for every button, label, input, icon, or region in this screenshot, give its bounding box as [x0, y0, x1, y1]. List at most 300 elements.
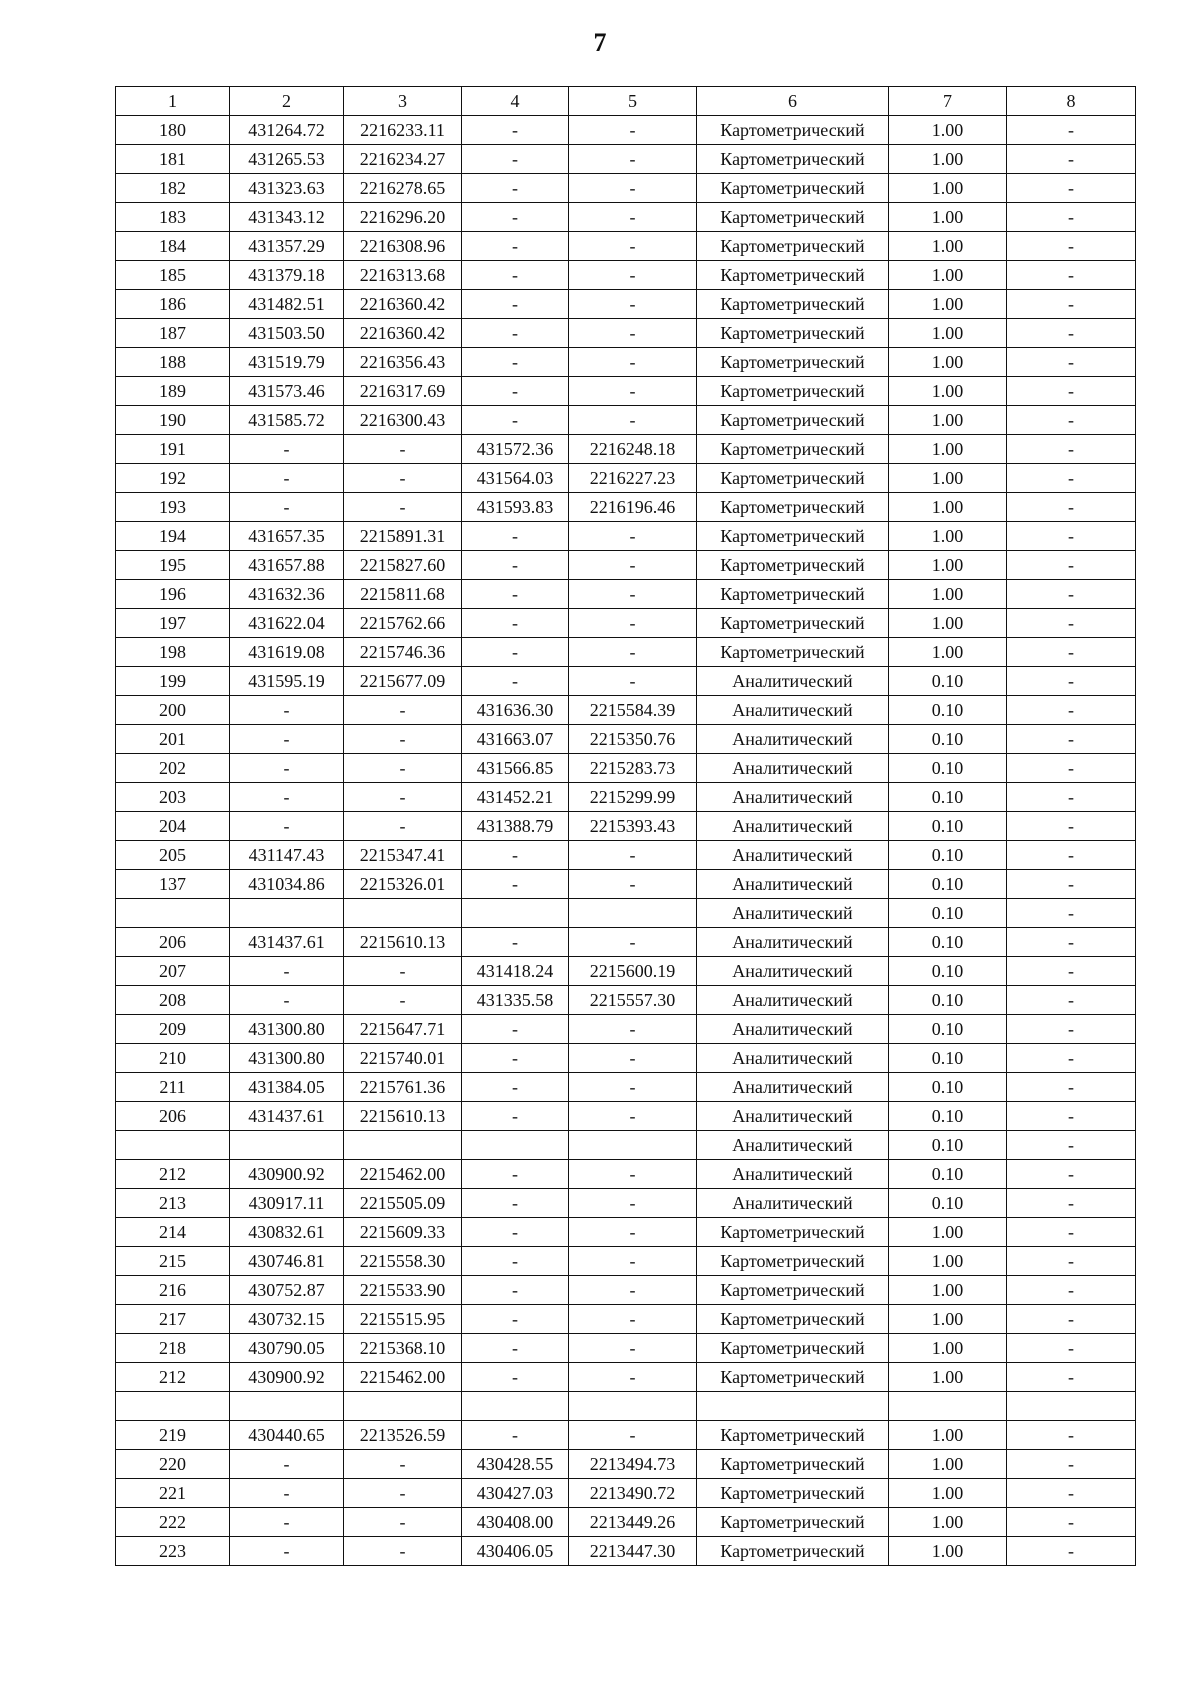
note-cell: -	[1007, 754, 1136, 783]
note-cell: -	[1007, 232, 1136, 261]
point-number-cell: 205	[116, 841, 230, 870]
accuracy-cell: 1.00	[889, 290, 1007, 319]
method-cell: Картометрический	[697, 609, 889, 638]
x-coordinate-new-cell: -	[462, 1276, 569, 1305]
accuracy-cell: 1.00	[889, 319, 1007, 348]
table-row	[116, 783, 1136, 812]
note-cell: -	[1007, 174, 1136, 203]
y-coordinate-cell: 2215533.90	[344, 1276, 462, 1305]
method-cell: Картометрический	[697, 290, 889, 319]
x-coordinate-new-cell: -	[462, 1102, 569, 1131]
y-coordinate-new-cell: -	[569, 1420, 697, 1449]
y-coordinate-cell: 2216360.42	[344, 290, 462, 319]
x-coordinate-cell: 431482.51	[230, 290, 344, 319]
y-coordinate-cell	[344, 899, 462, 928]
x-coordinate-new-cell: -	[462, 348, 569, 377]
x-coordinate-new-cell: -	[462, 580, 569, 609]
x-coordinate-new-cell: 430408.00	[462, 1507, 569, 1536]
table-row	[116, 638, 1136, 667]
x-coordinate-cell: -	[230, 1449, 344, 1478]
point-number-cell: 207	[116, 957, 230, 986]
note-cell: -	[1007, 899, 1136, 928]
x-coordinate-cell: -	[230, 435, 344, 464]
y-coordinate-cell: 2215891.31	[344, 522, 462, 551]
y-coordinate-new-cell: 2216248.18	[569, 435, 697, 464]
accuracy-cell: 1.00	[889, 1420, 1007, 1449]
x-coordinate-cell: 431300.80	[230, 1015, 344, 1044]
table-row	[116, 754, 1136, 783]
point-number-cell: 185	[116, 261, 230, 290]
page-number: 7	[593, 28, 607, 57]
table-row	[116, 899, 1136, 928]
accuracy-cell: 1.00	[889, 1276, 1007, 1305]
point-number-cell: 218	[116, 1334, 230, 1363]
method-cell: Картометрический	[697, 1536, 889, 1565]
x-coordinate-cell: -	[230, 986, 344, 1015]
y-coordinate-new-cell: -	[569, 290, 697, 319]
point-number-cell: 190	[116, 406, 230, 435]
y-coordinate-cell: -	[344, 754, 462, 783]
y-coordinate-new-cell: 2215557.30	[569, 986, 697, 1015]
table-row	[116, 1276, 1136, 1305]
table-row	[116, 696, 1136, 725]
x-coordinate-cell: -	[230, 783, 344, 812]
table-row	[116, 1334, 1136, 1363]
y-coordinate-cell: 2215558.30	[344, 1247, 462, 1276]
y-coordinate-cell: 2215811.68	[344, 580, 462, 609]
x-coordinate-cell: 430790.05	[230, 1334, 344, 1363]
y-coordinate-cell: -	[344, 696, 462, 725]
y-coordinate-cell: 2215677.09	[344, 667, 462, 696]
accuracy-cell: 0.10	[889, 725, 1007, 754]
x-coordinate-new-cell: -	[462, 928, 569, 957]
accuracy-cell: 1.00	[889, 406, 1007, 435]
method-cell: Картометрический	[697, 1363, 889, 1392]
note-cell: -	[1007, 522, 1136, 551]
y-coordinate-cell: 2215610.13	[344, 928, 462, 957]
note-cell	[1007, 1392, 1136, 1421]
y-coordinate-new-cell	[569, 899, 697, 928]
point-number-cell: 184	[116, 232, 230, 261]
x-coordinate-cell: 431622.04	[230, 609, 344, 638]
accuracy-cell: 0.10	[889, 899, 1007, 928]
method-cell: Аналитический	[697, 841, 889, 870]
table-row	[116, 1507, 1136, 1536]
y-coordinate-new-cell: -	[569, 1189, 697, 1218]
note-cell: -	[1007, 696, 1136, 725]
method-cell: Аналитический	[697, 1131, 889, 1160]
y-coordinate-cell: 2215740.01	[344, 1044, 462, 1073]
y-coordinate-cell: 2216356.43	[344, 348, 462, 377]
note-cell: -	[1007, 1305, 1136, 1334]
y-coordinate-new-cell: -	[569, 1160, 697, 1189]
accuracy-cell: 0.10	[889, 928, 1007, 957]
x-coordinate-new-cell: -	[462, 551, 569, 580]
note-cell: -	[1007, 609, 1136, 638]
accuracy-cell: 1.00	[889, 638, 1007, 667]
accuracy-cell: 1.00	[889, 1536, 1007, 1565]
x-coordinate-cell: 431300.80	[230, 1044, 344, 1073]
y-coordinate-new-cell: -	[569, 174, 697, 203]
method-cell: Картометрический	[697, 406, 889, 435]
header-cell-2: 2	[230, 87, 344, 116]
note-cell: -	[1007, 783, 1136, 812]
y-coordinate-cell: -	[344, 986, 462, 1015]
note-cell: -	[1007, 1247, 1136, 1276]
note-cell: -	[1007, 812, 1136, 841]
x-coordinate-new-cell: -	[462, 638, 569, 667]
method-cell: Картометрический	[697, 580, 889, 609]
table-row	[116, 1449, 1136, 1478]
y-coordinate-cell: 2215609.33	[344, 1218, 462, 1247]
accuracy-cell: 1.00	[889, 1478, 1007, 1507]
note-cell: -	[1007, 1420, 1136, 1449]
table-row	[116, 1420, 1136, 1449]
y-coordinate-new-cell: 2213447.30	[569, 1536, 697, 1565]
x-coordinate-cell: -	[230, 464, 344, 493]
method-cell: Аналитический	[697, 957, 889, 986]
y-coordinate-cell: -	[344, 725, 462, 754]
table-row	[116, 435, 1136, 464]
y-coordinate-cell: 2216313.68	[344, 261, 462, 290]
x-coordinate-new-cell: -	[462, 841, 569, 870]
x-coordinate-new-cell: -	[462, 145, 569, 174]
y-coordinate-cell: -	[344, 783, 462, 812]
note-cell: -	[1007, 377, 1136, 406]
y-coordinate-new-cell: -	[569, 261, 697, 290]
note-cell: -	[1007, 1276, 1136, 1305]
point-number-cell: 182	[116, 174, 230, 203]
accuracy-cell: 0.10	[889, 783, 1007, 812]
x-coordinate-new-cell: 430427.03	[462, 1478, 569, 1507]
table-row	[116, 1015, 1136, 1044]
note-cell: -	[1007, 261, 1136, 290]
table-row	[116, 928, 1136, 957]
method-cell: Аналитический	[697, 1160, 889, 1189]
y-coordinate-cell: 2215462.00	[344, 1363, 462, 1392]
table-row	[116, 1073, 1136, 1102]
point-number-cell: 222	[116, 1507, 230, 1536]
point-number-cell: 209	[116, 1015, 230, 1044]
y-coordinate-new-cell: -	[569, 1073, 697, 1102]
y-coordinate-cell: -	[344, 435, 462, 464]
x-coordinate-cell: -	[230, 1536, 344, 1565]
x-coordinate-new-cell: 431572.36	[462, 435, 569, 464]
y-coordinate-new-cell: 2216196.46	[569, 493, 697, 522]
y-coordinate-cell: 2216233.11	[344, 116, 462, 145]
point-number-cell: 212	[116, 1363, 230, 1392]
method-cell: Картометрический	[697, 493, 889, 522]
x-coordinate-new-cell: -	[462, 522, 569, 551]
point-number-cell: 213	[116, 1189, 230, 1218]
method-cell: Аналитический	[697, 899, 889, 928]
y-coordinate-new-cell: -	[569, 1363, 697, 1392]
method-cell: Картометрический	[697, 1449, 889, 1478]
note-cell: -	[1007, 464, 1136, 493]
y-coordinate-new-cell: -	[569, 841, 697, 870]
method-cell: Аналитический	[697, 1073, 889, 1102]
accuracy-cell: 0.10	[889, 841, 1007, 870]
note-cell: -	[1007, 406, 1136, 435]
x-coordinate-cell: 431265.53	[230, 145, 344, 174]
accuracy-cell: 0.10	[889, 696, 1007, 725]
point-number-cell: 180	[116, 116, 230, 145]
x-coordinate-new-cell: -	[462, 406, 569, 435]
note-cell: -	[1007, 203, 1136, 232]
x-coordinate-new-cell: -	[462, 1218, 569, 1247]
y-coordinate-cell: -	[344, 1449, 462, 1478]
point-number-cell: 137	[116, 870, 230, 899]
x-coordinate-cell: 431379.18	[230, 261, 344, 290]
table-row	[116, 1131, 1136, 1160]
y-coordinate-cell: -	[344, 493, 462, 522]
y-coordinate-cell: 2216300.43	[344, 406, 462, 435]
note-cell: -	[1007, 348, 1136, 377]
y-coordinate-cell: 2215347.41	[344, 841, 462, 870]
accuracy-cell: 0.10	[889, 754, 1007, 783]
y-coordinate-new-cell: -	[569, 116, 697, 145]
x-coordinate-new-cell: 431636.30	[462, 696, 569, 725]
accuracy-cell: 0.10	[889, 812, 1007, 841]
point-number-cell: 199	[116, 667, 230, 696]
y-coordinate-new-cell: -	[569, 232, 697, 261]
accuracy-cell: 0.10	[889, 986, 1007, 1015]
point-number-cell: 219	[116, 1420, 230, 1449]
x-coordinate-new-cell: -	[462, 319, 569, 348]
note-cell: -	[1007, 1102, 1136, 1131]
note-cell: -	[1007, 319, 1136, 348]
note-cell: -	[1007, 1015, 1136, 1044]
y-coordinate-new-cell: -	[569, 1218, 697, 1247]
y-coordinate-new-cell: 2215393.43	[569, 812, 697, 841]
accuracy-cell: 1.00	[889, 522, 1007, 551]
method-cell: Картометрический	[697, 1218, 889, 1247]
point-number-cell: 214	[116, 1218, 230, 1247]
point-number-cell	[116, 899, 230, 928]
y-coordinate-new-cell: -	[569, 522, 697, 551]
point-number-cell: 200	[116, 696, 230, 725]
table-row	[116, 1102, 1136, 1131]
x-coordinate-cell: -	[230, 1478, 344, 1507]
method-cell: Картометрический	[697, 203, 889, 232]
method-cell: Картометрический	[697, 377, 889, 406]
method-cell: Картометрический	[697, 464, 889, 493]
x-coordinate-cell: 431632.36	[230, 580, 344, 609]
y-coordinate-new-cell: -	[569, 580, 697, 609]
y-coordinate-new-cell: -	[569, 406, 697, 435]
x-coordinate-new-cell: 430428.55	[462, 1449, 569, 1478]
point-number-cell: 206	[116, 1102, 230, 1131]
y-coordinate-cell: 2213526.59	[344, 1420, 462, 1449]
header-cell-7: 7	[889, 87, 1007, 116]
y-coordinate-new-cell: -	[569, 145, 697, 174]
method-cell: Аналитический	[697, 1189, 889, 1218]
y-coordinate-cell: -	[344, 1507, 462, 1536]
method-cell: Картометрический	[697, 435, 889, 464]
x-coordinate-new-cell: -	[462, 1334, 569, 1363]
y-coordinate-new-cell	[569, 1392, 697, 1421]
x-coordinate-new-cell: -	[462, 290, 569, 319]
x-coordinate-cell: -	[230, 696, 344, 725]
y-coordinate-cell: 2215827.60	[344, 551, 462, 580]
y-coordinate-cell: 2215515.95	[344, 1305, 462, 1334]
table-row	[116, 1536, 1136, 1565]
accuracy-cell: 1.00	[889, 464, 1007, 493]
note-cell: -	[1007, 1044, 1136, 1073]
method-cell: Аналитический	[697, 1015, 889, 1044]
table-body	[116, 116, 1136, 1566]
x-coordinate-new-cell	[462, 1392, 569, 1421]
note-cell: -	[1007, 986, 1136, 1015]
point-number-cell: 197	[116, 609, 230, 638]
table-header-row	[116, 87, 1136, 116]
y-coordinate-new-cell: 2215283.73	[569, 754, 697, 783]
table-row	[116, 1478, 1136, 1507]
method-cell: Картометрический	[697, 522, 889, 551]
x-coordinate-new-cell: -	[462, 1363, 569, 1392]
y-coordinate-new-cell: -	[569, 377, 697, 406]
accuracy-cell: 1.00	[889, 1363, 1007, 1392]
accuracy-cell: 1.00	[889, 1449, 1007, 1478]
y-coordinate-new-cell: 2216227.23	[569, 464, 697, 493]
accuracy-cell: 1.00	[889, 377, 1007, 406]
x-coordinate-new-cell: 431388.79	[462, 812, 569, 841]
x-coordinate-cell: 431503.50	[230, 319, 344, 348]
y-coordinate-new-cell: 2215600.19	[569, 957, 697, 986]
x-coordinate-cell: 431437.61	[230, 928, 344, 957]
note-cell: -	[1007, 1073, 1136, 1102]
y-coordinate-cell: 2215368.10	[344, 1334, 462, 1363]
accuracy-cell: 1.00	[889, 145, 1007, 174]
x-coordinate-new-cell: -	[462, 377, 569, 406]
y-coordinate-new-cell: -	[569, 203, 697, 232]
x-coordinate-cell: 431519.79	[230, 348, 344, 377]
x-coordinate-new-cell: -	[462, 1044, 569, 1073]
note-cell: -	[1007, 1218, 1136, 1247]
point-number-cell: 217	[116, 1305, 230, 1334]
method-cell: Картометрический	[697, 145, 889, 174]
x-coordinate-cell: 431657.88	[230, 551, 344, 580]
point-number-cell: 221	[116, 1478, 230, 1507]
y-coordinate-new-cell: 2215299.99	[569, 783, 697, 812]
y-coordinate-new-cell: -	[569, 348, 697, 377]
table-row	[116, 1044, 1136, 1073]
note-cell: -	[1007, 841, 1136, 870]
y-coordinate-new-cell: -	[569, 667, 697, 696]
accuracy-cell: 1.00	[889, 1334, 1007, 1363]
y-coordinate-cell: 2216360.42	[344, 319, 462, 348]
point-number-cell: 204	[116, 812, 230, 841]
method-cell: Картометрический	[697, 1507, 889, 1536]
accuracy-cell: 1.00	[889, 551, 1007, 580]
accuracy-cell: 0.10	[889, 667, 1007, 696]
accuracy-cell: 0.10	[889, 957, 1007, 986]
note-cell: -	[1007, 725, 1136, 754]
table-row	[116, 319, 1136, 348]
method-cell: Картометрический	[697, 1334, 889, 1363]
y-coordinate-new-cell: 2213490.72	[569, 1478, 697, 1507]
y-coordinate-cell: 2215610.13	[344, 1102, 462, 1131]
point-number-cell: 187	[116, 319, 230, 348]
x-coordinate-new-cell: -	[462, 174, 569, 203]
x-coordinate-cell: 431595.19	[230, 667, 344, 696]
point-number-cell: 223	[116, 1536, 230, 1565]
x-coordinate-new-cell: -	[462, 261, 569, 290]
note-cell: -	[1007, 551, 1136, 580]
note-cell: -	[1007, 1507, 1136, 1536]
point-number-cell: 192	[116, 464, 230, 493]
y-coordinate-new-cell: 2213449.26	[569, 1507, 697, 1536]
y-coordinate-cell: 2215326.01	[344, 870, 462, 899]
method-cell: Аналитический	[697, 754, 889, 783]
x-coordinate-new-cell	[462, 899, 569, 928]
x-coordinate-new-cell: -	[462, 203, 569, 232]
y-coordinate-new-cell: -	[569, 1247, 697, 1276]
x-coordinate-new-cell: -	[462, 609, 569, 638]
point-number-cell: 208	[116, 986, 230, 1015]
y-coordinate-cell: -	[344, 464, 462, 493]
x-coordinate-new-cell: -	[462, 232, 569, 261]
y-coordinate-cell: 2215746.36	[344, 638, 462, 667]
x-coordinate-cell: 430900.92	[230, 1363, 344, 1392]
x-coordinate-cell: 430746.81	[230, 1247, 344, 1276]
table-row	[116, 145, 1136, 174]
table-row	[116, 232, 1136, 261]
method-cell: Аналитический	[697, 928, 889, 957]
table-row	[116, 667, 1136, 696]
table-header	[116, 87, 1136, 116]
accuracy-cell: 1.00	[889, 1507, 1007, 1536]
y-coordinate-cell: 2215462.00	[344, 1160, 462, 1189]
table-row	[116, 986, 1136, 1015]
note-cell: -	[1007, 493, 1136, 522]
header-cell-1: 1	[116, 87, 230, 116]
point-number-cell: 196	[116, 580, 230, 609]
x-coordinate-new-cell: -	[462, 1305, 569, 1334]
x-coordinate-new-cell: -	[462, 1015, 569, 1044]
accuracy-cell: 0.10	[889, 1073, 1007, 1102]
x-coordinate-cell: 430440.65	[230, 1420, 344, 1449]
y-coordinate-new-cell: 2215584.39	[569, 696, 697, 725]
note-cell: -	[1007, 1189, 1136, 1218]
x-coordinate-cell: 430732.15	[230, 1305, 344, 1334]
y-coordinate-new-cell: -	[569, 870, 697, 899]
x-coordinate-cell: 430917.11	[230, 1189, 344, 1218]
accuracy-cell: 0.10	[889, 1044, 1007, 1073]
x-coordinate-cell: 431357.29	[230, 232, 344, 261]
y-coordinate-cell: 2216308.96	[344, 232, 462, 261]
y-coordinate-cell: 2215762.66	[344, 609, 462, 638]
x-coordinate-cell: 431619.08	[230, 638, 344, 667]
x-coordinate-cell: -	[230, 812, 344, 841]
method-cell: Картометрический	[697, 174, 889, 203]
note-cell: -	[1007, 1334, 1136, 1363]
accuracy-cell: 1.00	[889, 1305, 1007, 1334]
x-coordinate-cell: -	[230, 493, 344, 522]
table-row	[116, 464, 1136, 493]
x-coordinate-cell: 431323.63	[230, 174, 344, 203]
y-coordinate-cell: -	[344, 957, 462, 986]
point-number-cell: 198	[116, 638, 230, 667]
x-coordinate-cell: -	[230, 754, 344, 783]
accuracy-cell: 1.00	[889, 174, 1007, 203]
x-coordinate-new-cell: -	[462, 1073, 569, 1102]
accuracy-cell: 1.00	[889, 203, 1007, 232]
note-cell: -	[1007, 638, 1136, 667]
x-coordinate-new-cell: -	[462, 667, 569, 696]
table-row	[116, 116, 1136, 145]
accuracy-cell: 1.00	[889, 609, 1007, 638]
